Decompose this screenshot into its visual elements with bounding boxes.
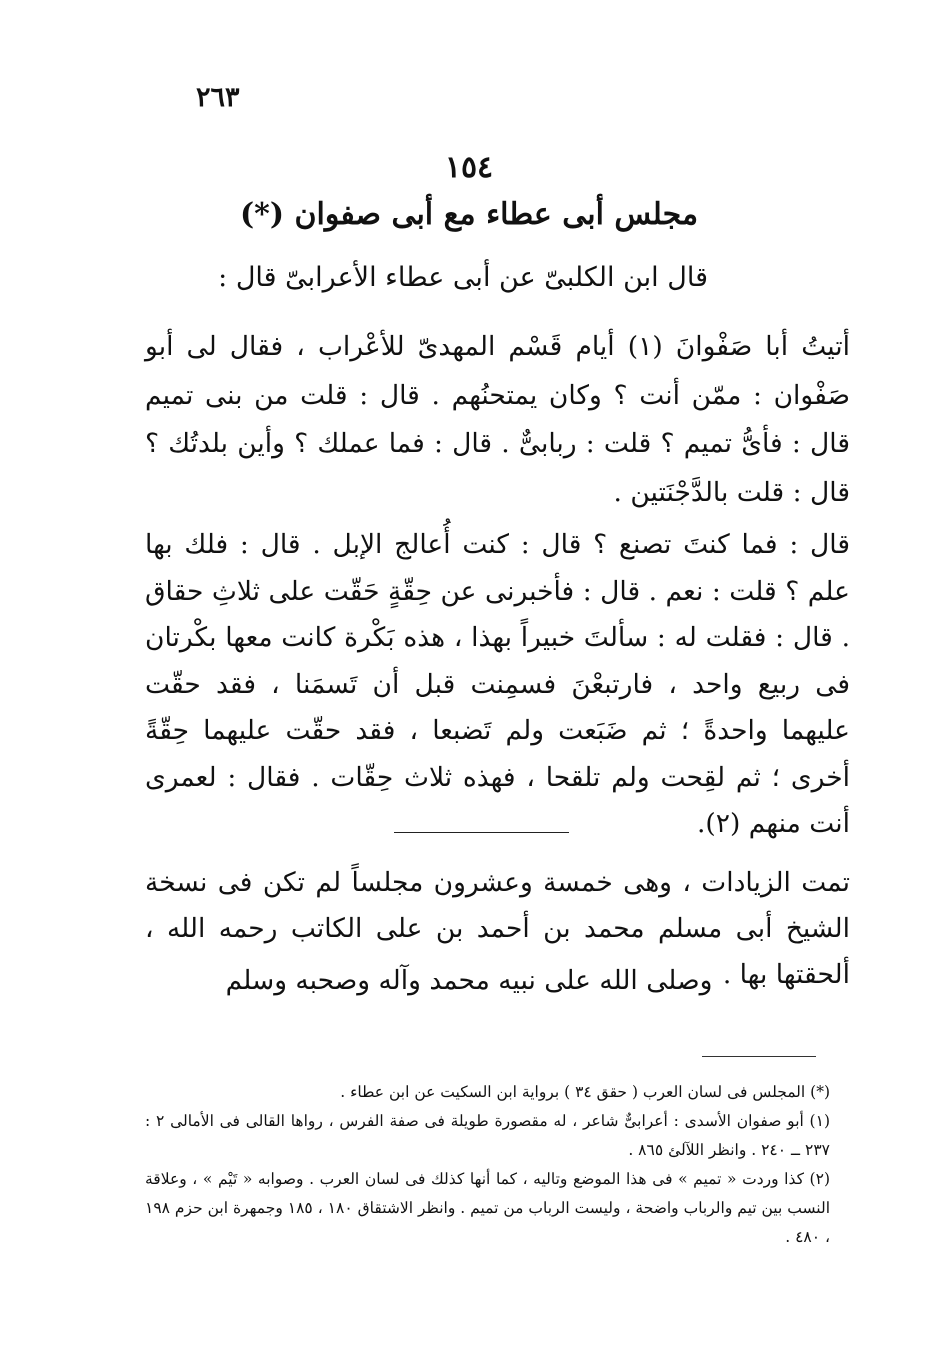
footnote-2: (٢) كذا وردت « تميم » فى هذا الموضع وتاليه ، كما أنها كذلك فى لسان العرب . وصوابه « تَيْم » ، وعلاقة النسب بين تيم والرباب واضحة ، وليست الرباب من تميم . وانظر الاشتقاق ١٨٠ ، ١٨٥ وجمهرة ابن حزم ١٩٨ ، ٤٨٠ . [145, 1170, 831, 1246]
footnote-star: (*) المجلس فى لسان العرب ( حقق ٣٤ ) برواية ابن السكيت عن ابن عطاء . [340, 1083, 830, 1101]
section-separator [394, 832, 569, 833]
page-number: ٢٦٣ [196, 82, 240, 113]
paragraph-2: قال : فما كنتَ تصنع ؟ قال : كنت أُعالج الإبل . قال : فلك بها علم ؟ قلت : نعم . قال : فأخبرنى عن حِقّةٍ حَقّت على ثلاثِ حقاق . قال : فقلت له : سألتَ خبيراً بهذا ، هذه بَكْرة كانت معها بكْرتان فى ربيع واحد ، فارتبعْنَ فسمِنت قبل أن تَسمَنا ، فقد حقّت عليهما واحدةً ؛ ثم ضَبَعت ولم تَضبعا ، فقد حقّت عليهما حِقّةً أخرى ؛ ثم لقِحت ولم تلقحا ، فهذه ثلاث حِقّات . فقال : لعمرى أنت منهم (٢). [145, 529, 850, 839]
section-title: مجلس أبى عطاء مع أبى صفوان (*) [239, 197, 699, 232]
intro-line: قال ابن الكلبىّ عن أبى عطاء الأعرابىّ قال : [218, 262, 708, 293]
footnote-rule [702, 1056, 816, 1057]
paragraph-1: أتيتُ أبا صَفْوانَ (١) أيام قَسْم المهدىّ للأعْراب ، فقال لى أبو صَفْوان : ممّن أنت ؟ وكان يمتحنُهم . قال : قلت من بنى تميم قال : فأىُّ تميم ؟ قلت : ربابىٌّ . قال : فما عملك ؟ وأين بلدتُك ؟ قال : قلت بالدَّجْنَتين . [145, 331, 850, 508]
closing-blessing: وصلى الله على نبيه محمد وآله وصحبه وسلم [225, 965, 713, 996]
section-number: ١٥٤ [444, 150, 494, 185]
footnotes [145, 1078, 850, 1252]
closing-note: تمت الزيادات ، وهى خمسة وعشرون مجلساً لم تكن فى نسخة الشيخ أبى مسلم محمد بن أحمد بن على الكاتب رحمه الله ، ألحقتها بها . [145, 867, 850, 990]
footnote-1: (١) أبو صفوان الأسدى : أعرابىٌّ شاعر ، له مقصورة طويلة فى صفة الفرس ، رواها القالى فى الأمالى ٢ : ٢٣٧ ــ ٢٤٠ . وانظر اللآلئ ٨٦٥ . [145, 1112, 830, 1159]
